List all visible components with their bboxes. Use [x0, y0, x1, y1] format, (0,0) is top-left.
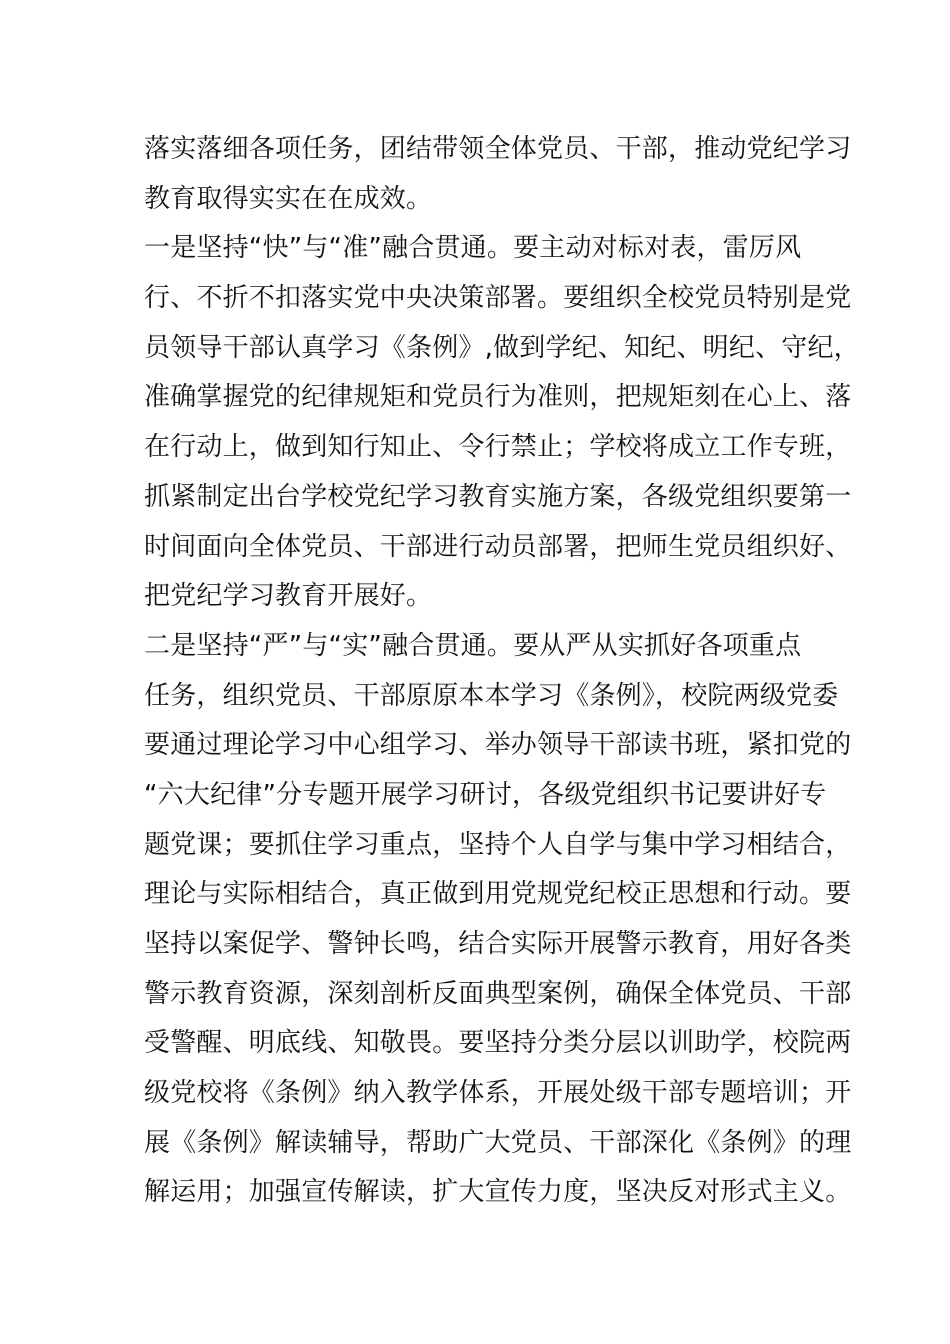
text-line: 准确掌握党的纪律规矩和党员行为准则，把规矩刻在心上、落 — [144, 382, 852, 413]
text-line: 任务，组织党员、干部原原本本学习《条例》，校院两级党委 — [144, 680, 839, 711]
text-line: 要通过理论学习中心组学习、举办领导干部读书班，紧扣党的 — [144, 730, 852, 761]
text-line: 二是坚持“严”与“实”融合贯通。要从严从实抓好各项重点 — [144, 630, 802, 661]
text-line: 坚持以案促学、警钟长鸣，结合实际开展警示教育，用好各类 — [144, 929, 852, 959]
text-line: 员领导干部认真学习《条例》,做到学纪、知纪、明纪、守纪， — [144, 332, 860, 363]
text-line: 时间面向全体党员、干部进行动员部署，把师生党员组织好、 — [144, 531, 852, 562]
text-line: 抓紧制定出台学校党纪学习教育实施方案，各级党组织要第一 — [144, 481, 852, 512]
text-line: 行、不折不扣落实党中央决策部署。要组织全校党员特别是党 — [144, 283, 852, 314]
text-line: 在行动上，做到知行知止、令行禁止；学校将成立工作专班， — [144, 432, 852, 463]
text-line: 展《条例》解读辅导，帮助广大党员、干部深化《条例》的理 — [144, 1127, 852, 1158]
document-body — [144, 125, 860, 1218]
text-line: 题党课；要抓住学习重点，坚持个人自学与集中学习相结合， — [144, 829, 852, 860]
text-line: 级党校将《条例》纳入教学体系，开展处级干部专题培训；开 — [144, 1078, 852, 1109]
text-line: 教育取得实实在在成效。 — [144, 183, 433, 214]
text-line: 理论与实际相结合，真正做到用党规党纪校正思想和行动。要 — [144, 879, 852, 910]
text-line: 受警醒、明底线、知敬畏。要坚持分类分层以训助学，校院两 — [144, 1028, 852, 1059]
text-line: 把党纪学习教育开展好。 — [144, 581, 433, 612]
text-line: “六大纪律”分专题开展学习研讨，各级党组织书记要讲好专 — [144, 779, 827, 810]
text-line: 警示教育资源，深刻剖析反面典型案例，确保全体党员、干部 — [144, 978, 852, 1009]
text-line: 一是坚持“快”与“准”融合贯通。要主动对标对表，雷厉风 — [144, 233, 802, 264]
text-line: 落实落细各项任务，团结带领全体党员、干部，推动党纪学习 — [144, 134, 852, 164]
text-line: 解运用；加强宣传解读，扩大宣传力度，坚决反对形式主义。 — [144, 1177, 852, 1208]
